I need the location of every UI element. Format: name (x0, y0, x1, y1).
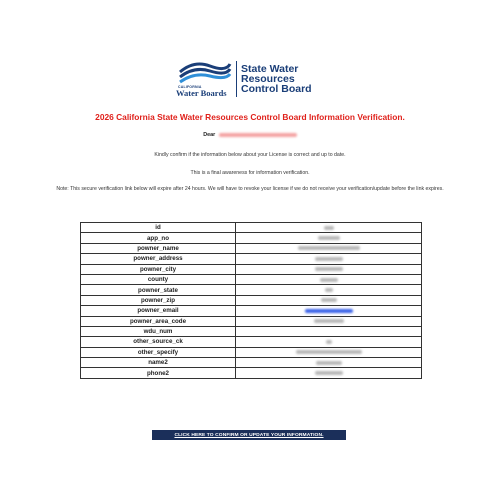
field-value (236, 295, 422, 305)
table-row (81, 368, 422, 378)
redacted-value (298, 246, 360, 250)
table-row (81, 243, 422, 253)
field-label: other_source_ck (81, 337, 236, 347)
field-value (236, 326, 422, 336)
redacted-value[interactable] (305, 309, 353, 313)
notice-text: This is a final awareness for information verification. (190, 170, 310, 176)
field-label: id (81, 223, 236, 233)
logo-line-1: State Water (241, 63, 299, 75)
field-value (236, 223, 422, 233)
field-label: powner_area_code (81, 316, 236, 326)
redacted-value (315, 257, 343, 261)
field-value (236, 347, 422, 357)
expiry-note: Note: This secure verification link below will expire after 24 hours. We will have to revoke your license if we do not receive your verification/update before the link expires. (56, 186, 444, 192)
field-label: powner_city (81, 264, 236, 274)
email-title: 2026 California State Water Resources Control Board Information Verification. (95, 112, 405, 122)
field-label: app_no (81, 233, 236, 243)
field-value (236, 264, 422, 274)
table-row (81, 358, 422, 368)
table-row (81, 254, 422, 264)
field-label: other_specify (81, 347, 236, 357)
table-row (81, 274, 422, 284)
field-value (236, 337, 422, 347)
field-label: wdu_num (81, 326, 236, 336)
redacted-value (315, 267, 343, 271)
table-row (81, 347, 422, 357)
redacted-value (314, 319, 344, 323)
logo-line-2: Resources (241, 73, 295, 85)
water-waves-icon (176, 58, 232, 86)
redacted-value (318, 236, 340, 240)
field-label: powner_email (81, 306, 236, 316)
field-value (236, 306, 422, 316)
redacted-value (326, 340, 332, 344)
logo-brand: Water Boards (176, 88, 227, 98)
field-value (236, 233, 422, 243)
table-row (81, 295, 422, 305)
redacted-value (296, 350, 362, 354)
table-row (81, 306, 422, 316)
table-row (81, 316, 422, 326)
field-label: county (81, 274, 236, 284)
field-value (236, 316, 422, 326)
logo-mark (176, 58, 232, 100)
table-row (81, 233, 422, 243)
field-label: powner_name (81, 243, 236, 253)
redacted-value (325, 288, 333, 292)
redacted-recipient (219, 133, 297, 137)
field-label: powner_address (81, 254, 236, 264)
field-value (236, 358, 422, 368)
table-row (81, 264, 422, 274)
redacted-value (321, 298, 337, 302)
logo-divider (236, 61, 237, 97)
confirm-link[interactable]: CLICK HERE TO CONFIRM OR UPDATE YOUR INFORMATION. (174, 432, 324, 438)
field-label: phone2 (81, 368, 236, 378)
redacted-value (316, 361, 342, 365)
field-value (236, 254, 422, 264)
field-label: powner_zip (81, 295, 236, 305)
redacted-value (320, 278, 338, 282)
confirm-button[interactable] (152, 430, 346, 440)
greeting-label: Dear (203, 132, 216, 138)
logo-line-3: Control Board (241, 83, 312, 95)
field-value (236, 285, 422, 295)
redacted-value (315, 371, 343, 375)
field-label: powner_state (81, 285, 236, 295)
field-value (236, 274, 422, 284)
greeting (0, 132, 500, 138)
water-boards-logo (176, 58, 331, 100)
redacted-value (324, 226, 334, 230)
logo-state-label: CALIFORNIA (178, 85, 202, 89)
table-row (81, 337, 422, 347)
logo-agency-name (241, 64, 312, 94)
field-value (236, 243, 422, 253)
intro-text: Kindly confirm if the information below about your License is correct and up to date. (154, 152, 346, 158)
table-row (81, 223, 422, 233)
table-row (81, 285, 422, 295)
field-value (236, 368, 422, 378)
table-row (81, 326, 422, 336)
license-info-table (80, 222, 422, 379)
field-label: name2 (81, 358, 236, 368)
